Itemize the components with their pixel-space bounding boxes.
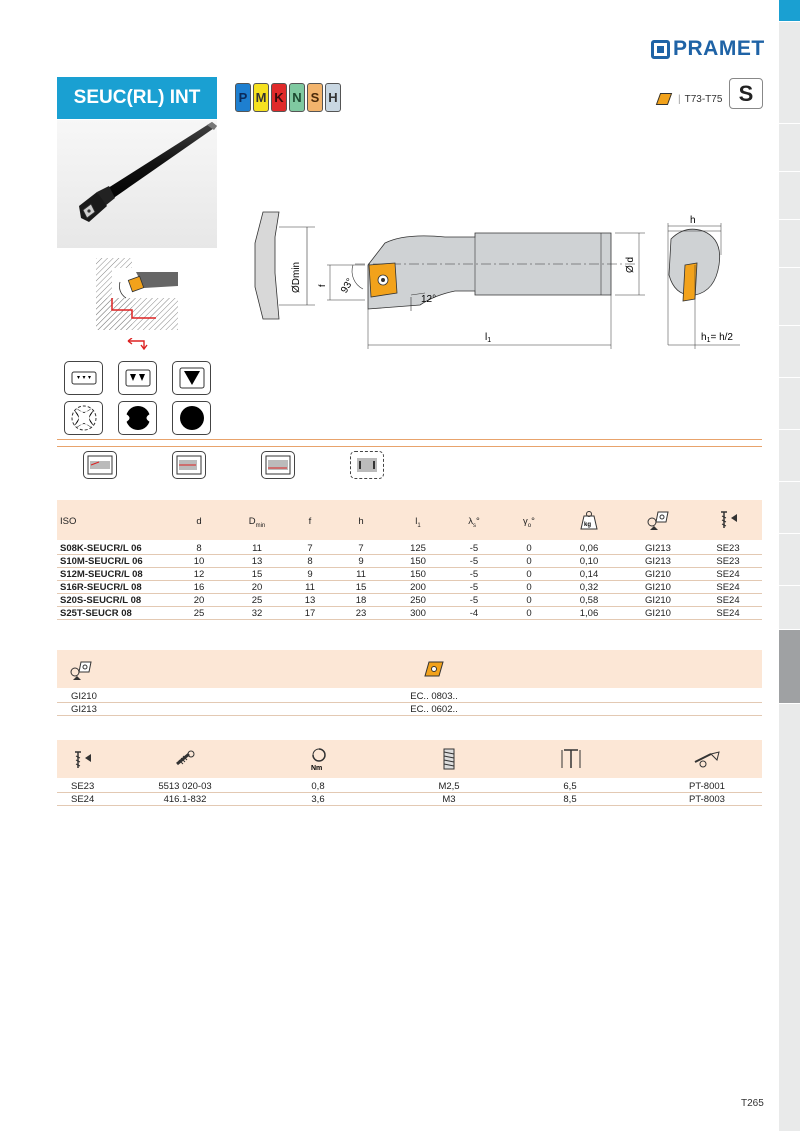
side-tab-current[interactable]: [779, 630, 800, 704]
header-h: h: [358, 516, 364, 527]
cell-d: 25: [193, 608, 205, 619]
cell-thread: M3: [442, 794, 456, 805]
cell-h: 11: [356, 569, 366, 580]
pramet-logo: [651, 37, 765, 61]
header-d: d: [196, 516, 202, 527]
main-angle-label: 93°: [339, 276, 357, 296]
screw-part-icon: [175, 750, 197, 768]
cell-d: 10: [193, 556, 205, 567]
cell-screw: SE24: [716, 595, 740, 606]
cell-code: GI213: [71, 704, 97, 715]
torx-key-icon: [693, 748, 721, 770]
cell-length: 6,5: [563, 781, 577, 792]
cell-dmin: 25: [251, 595, 263, 606]
divider: |: [678, 93, 681, 105]
cell-insert: EC.. 0803..: [410, 691, 458, 702]
side-tab[interactable]: [779, 268, 800, 326]
side-tab[interactable]: [779, 704, 800, 1132]
table-row: [57, 793, 762, 806]
cell-insert: GI210: [645, 582, 671, 593]
cell-lambda: -5: [469, 582, 479, 593]
table-row: [57, 594, 762, 607]
cell-gamma: 0: [526, 582, 532, 593]
cell-gamma: 0: [526, 595, 532, 606]
svg-text:Nm: Nm: [311, 765, 323, 772]
cell-d: 12: [193, 569, 205, 580]
cell-lambda: -4: [469, 608, 479, 619]
cell-iso: S20S-SEUCR/L 08: [60, 595, 142, 606]
table-row: [57, 581, 762, 594]
table-row: [57, 555, 762, 568]
cell-h: 15: [355, 582, 367, 593]
cell-dmin: 32: [251, 608, 263, 619]
heavy-cut-icon: [172, 361, 211, 395]
cell-kg: 0,10: [579, 556, 599, 567]
cell-insert: GI210: [645, 608, 671, 619]
cell-kg: 1,06: [579, 608, 599, 619]
cell-gamma: 0: [526, 556, 532, 567]
cell-l1: 125: [410, 543, 426, 554]
table-header: [57, 740, 762, 778]
screw-table: [57, 740, 762, 806]
cell-l1: 150: [410, 556, 426, 567]
side-tab[interactable]: [779, 22, 800, 124]
table-body: [57, 780, 762, 806]
brand-name: PRAMET: [673, 37, 765, 60]
cell-screw: SE24: [716, 569, 740, 580]
svg-text:h1= h/2: [701, 332, 733, 344]
screw-icon: [71, 748, 93, 772]
blind-hole-icon: [172, 451, 206, 479]
cell-iso: S25T-SEUCR 08: [60, 608, 132, 619]
material-h-badge: H: [325, 83, 341, 112]
cell-h: 9: [358, 556, 364, 567]
profile-hole-icon: [350, 451, 384, 479]
cell-dmin: 20: [251, 582, 263, 593]
header-gamma: $\gamma_o^\circ$: [523, 516, 535, 529]
cell-iso: S12M-SEUCR/L 08: [60, 569, 143, 580]
insert-shape-icon: [656, 93, 672, 105]
cell-d: 20: [193, 595, 205, 606]
table-body: [57, 542, 762, 620]
h1-equation: = h/2: [710, 332, 733, 343]
pramet-logo-icon: [651, 40, 670, 59]
cell-dmin: 15: [251, 569, 263, 580]
side-tab-strip: [779, 0, 800, 1132]
material-p-badge: P: [235, 83, 251, 112]
table-row: [57, 703, 762, 716]
cell-insert: EC.. 0602..: [410, 704, 458, 715]
cell-f: 11: [305, 582, 315, 593]
d-label: Ø d: [625, 256, 636, 273]
material-n-badge: N: [289, 83, 305, 112]
cell-l1: 200: [410, 582, 426, 593]
interrupted-cut-icon: [64, 401, 103, 435]
cell-lambda: -5: [469, 556, 479, 567]
cell-h: 7: [358, 543, 364, 554]
thread-icon: [443, 748, 455, 770]
insert-reference: [658, 93, 722, 105]
table-row: [57, 542, 762, 555]
screw-length-icon: [561, 748, 581, 770]
cell-gamma: 0: [526, 569, 532, 580]
through-hole-icon: [83, 451, 117, 479]
cell-torque: 0,8: [311, 781, 325, 792]
continuous-cut-icon: [172, 401, 211, 435]
cell-l1: 250: [410, 595, 426, 606]
cell-screw: SE23: [716, 543, 740, 554]
cell-code: GI210: [71, 691, 97, 702]
cell-screw: 5513 020-03: [158, 781, 212, 792]
side-tab[interactable]: [779, 586, 800, 630]
cell-f: 7: [307, 543, 313, 554]
cell-insert: GI213: [645, 543, 671, 554]
side-tab[interactable]: [779, 172, 800, 220]
h1-subscript: 1: [706, 337, 711, 344]
side-tab[interactable]: [779, 482, 800, 534]
material-groups: [235, 83, 341, 112]
cell-kg: 0,14: [579, 569, 599, 580]
cell-l1: 300: [410, 608, 426, 619]
cell-insert: GI213: [645, 556, 671, 567]
insert-holder-icon: [646, 508, 670, 532]
table-row: [57, 607, 762, 620]
h-label: h: [690, 215, 696, 226]
technical-drawing: [235, 205, 775, 355]
side-tab[interactable]: [779, 326, 800, 378]
svg-text:l1: [485, 332, 491, 344]
cell-length: 8,5: [563, 794, 577, 805]
torque-icon: [308, 746, 330, 772]
side-tab[interactable]: [779, 124, 800, 172]
boring-operation-diagram: [96, 258, 178, 330]
insert-ref-text: T73-T75: [684, 93, 723, 105]
side-tab-active[interactable]: [779, 0, 800, 22]
dmin-label: ØDmin: [291, 261, 302, 293]
cell-screw: 416.1-832: [163, 794, 207, 805]
table-header: [57, 500, 762, 540]
screw-icon: [717, 508, 739, 532]
cell-f: 8: [307, 556, 313, 567]
cell-torque: 3,6: [311, 794, 325, 805]
table-row: [57, 568, 762, 581]
h1-label: h: [701, 332, 707, 343]
cell-f: 13: [304, 595, 316, 606]
cell-d: 8: [196, 543, 202, 554]
cell-dmin: 11: [252, 543, 262, 554]
cell-screw: SE23: [716, 556, 740, 567]
table-header: [57, 650, 762, 688]
cell-d: 16: [193, 582, 205, 593]
page-title: SEUC(RL) INT: [57, 77, 217, 119]
cell-code: SE23: [71, 781, 95, 792]
cell-key: PT-8001: [689, 781, 725, 792]
medium-cut-icon: [118, 361, 157, 395]
cell-code: SE24: [71, 794, 95, 805]
side-tab[interactable]: [779, 534, 800, 586]
table-body: [57, 690, 762, 716]
cell-lambda: -5: [469, 543, 479, 554]
page-number: T265: [741, 1098, 764, 1109]
insert-holder-icon: [69, 658, 93, 682]
cell-h: 18: [355, 595, 367, 606]
cell-iso: S16R-SEUCR/L 08: [60, 582, 142, 593]
cell-screw: SE24: [716, 608, 740, 619]
tool-photo: [57, 120, 217, 248]
cell-kg: 0,32: [579, 582, 599, 593]
cell-f: 17: [304, 608, 316, 619]
side-tab[interactable]: [779, 220, 800, 268]
table-row: [57, 780, 762, 793]
cell-lambda: -5: [469, 569, 479, 580]
divider: [57, 446, 762, 447]
boring-bar-illustration: [57, 120, 217, 248]
light-cut-icon: [64, 361, 103, 395]
semi-interrupted-cut-icon: [118, 401, 157, 435]
cell-thread: M2,5: [438, 781, 460, 792]
cell-f: 9: [307, 569, 313, 580]
feed-direction-icon: [126, 338, 150, 350]
cell-dmin: 13: [251, 556, 263, 567]
cell-iso: S10M-SEUCR/L 06: [60, 556, 143, 567]
header-dmin: $D_{min}$: [248, 516, 266, 529]
material-k-badge: K: [271, 83, 287, 112]
l1-label: l: [485, 332, 488, 343]
cell-insert: GI210: [645, 569, 671, 580]
cell-screw: SE24: [716, 582, 740, 593]
header-l1: $l_1$: [415, 516, 421, 529]
side-tab[interactable]: [779, 430, 800, 482]
cell-kg: 0,58: [579, 595, 599, 606]
cell-h: 23: [355, 608, 367, 619]
cell-kg: 0,06: [579, 543, 599, 554]
header-iso: ISO: [60, 516, 77, 527]
f-label: f: [317, 284, 327, 287]
divider: [57, 439, 762, 440]
cell-lambda: -5: [469, 595, 479, 606]
insert-shape-icon: [424, 660, 444, 678]
header-lambda: $\lambda_s^\circ$: [468, 516, 480, 529]
material-s-badge: S: [307, 83, 323, 112]
grade-badge: S: [729, 78, 763, 109]
cell-insert: GI210: [645, 595, 671, 606]
table-row: [57, 690, 762, 703]
cell-key: PT-8003: [689, 794, 725, 805]
material-m-badge: M: [253, 83, 269, 112]
cell-gamma: 0: [526, 543, 532, 554]
header-f: f: [308, 516, 312, 527]
l1-subscript: 1: [487, 337, 492, 344]
weight-icon: [580, 510, 598, 530]
svg-text:kg: kg: [584, 522, 592, 528]
stepped-hole-icon: [261, 451, 295, 479]
clearance-angle-label: 12°: [421, 294, 437, 305]
side-tab[interactable]: [779, 378, 800, 430]
cell-iso: S08K-SEUCR/L 06: [60, 543, 142, 554]
cell-l1: 150: [410, 569, 426, 580]
cell-gamma: 0: [526, 608, 532, 619]
dimensions-table: [57, 500, 762, 620]
insert-table: [57, 650, 762, 716]
